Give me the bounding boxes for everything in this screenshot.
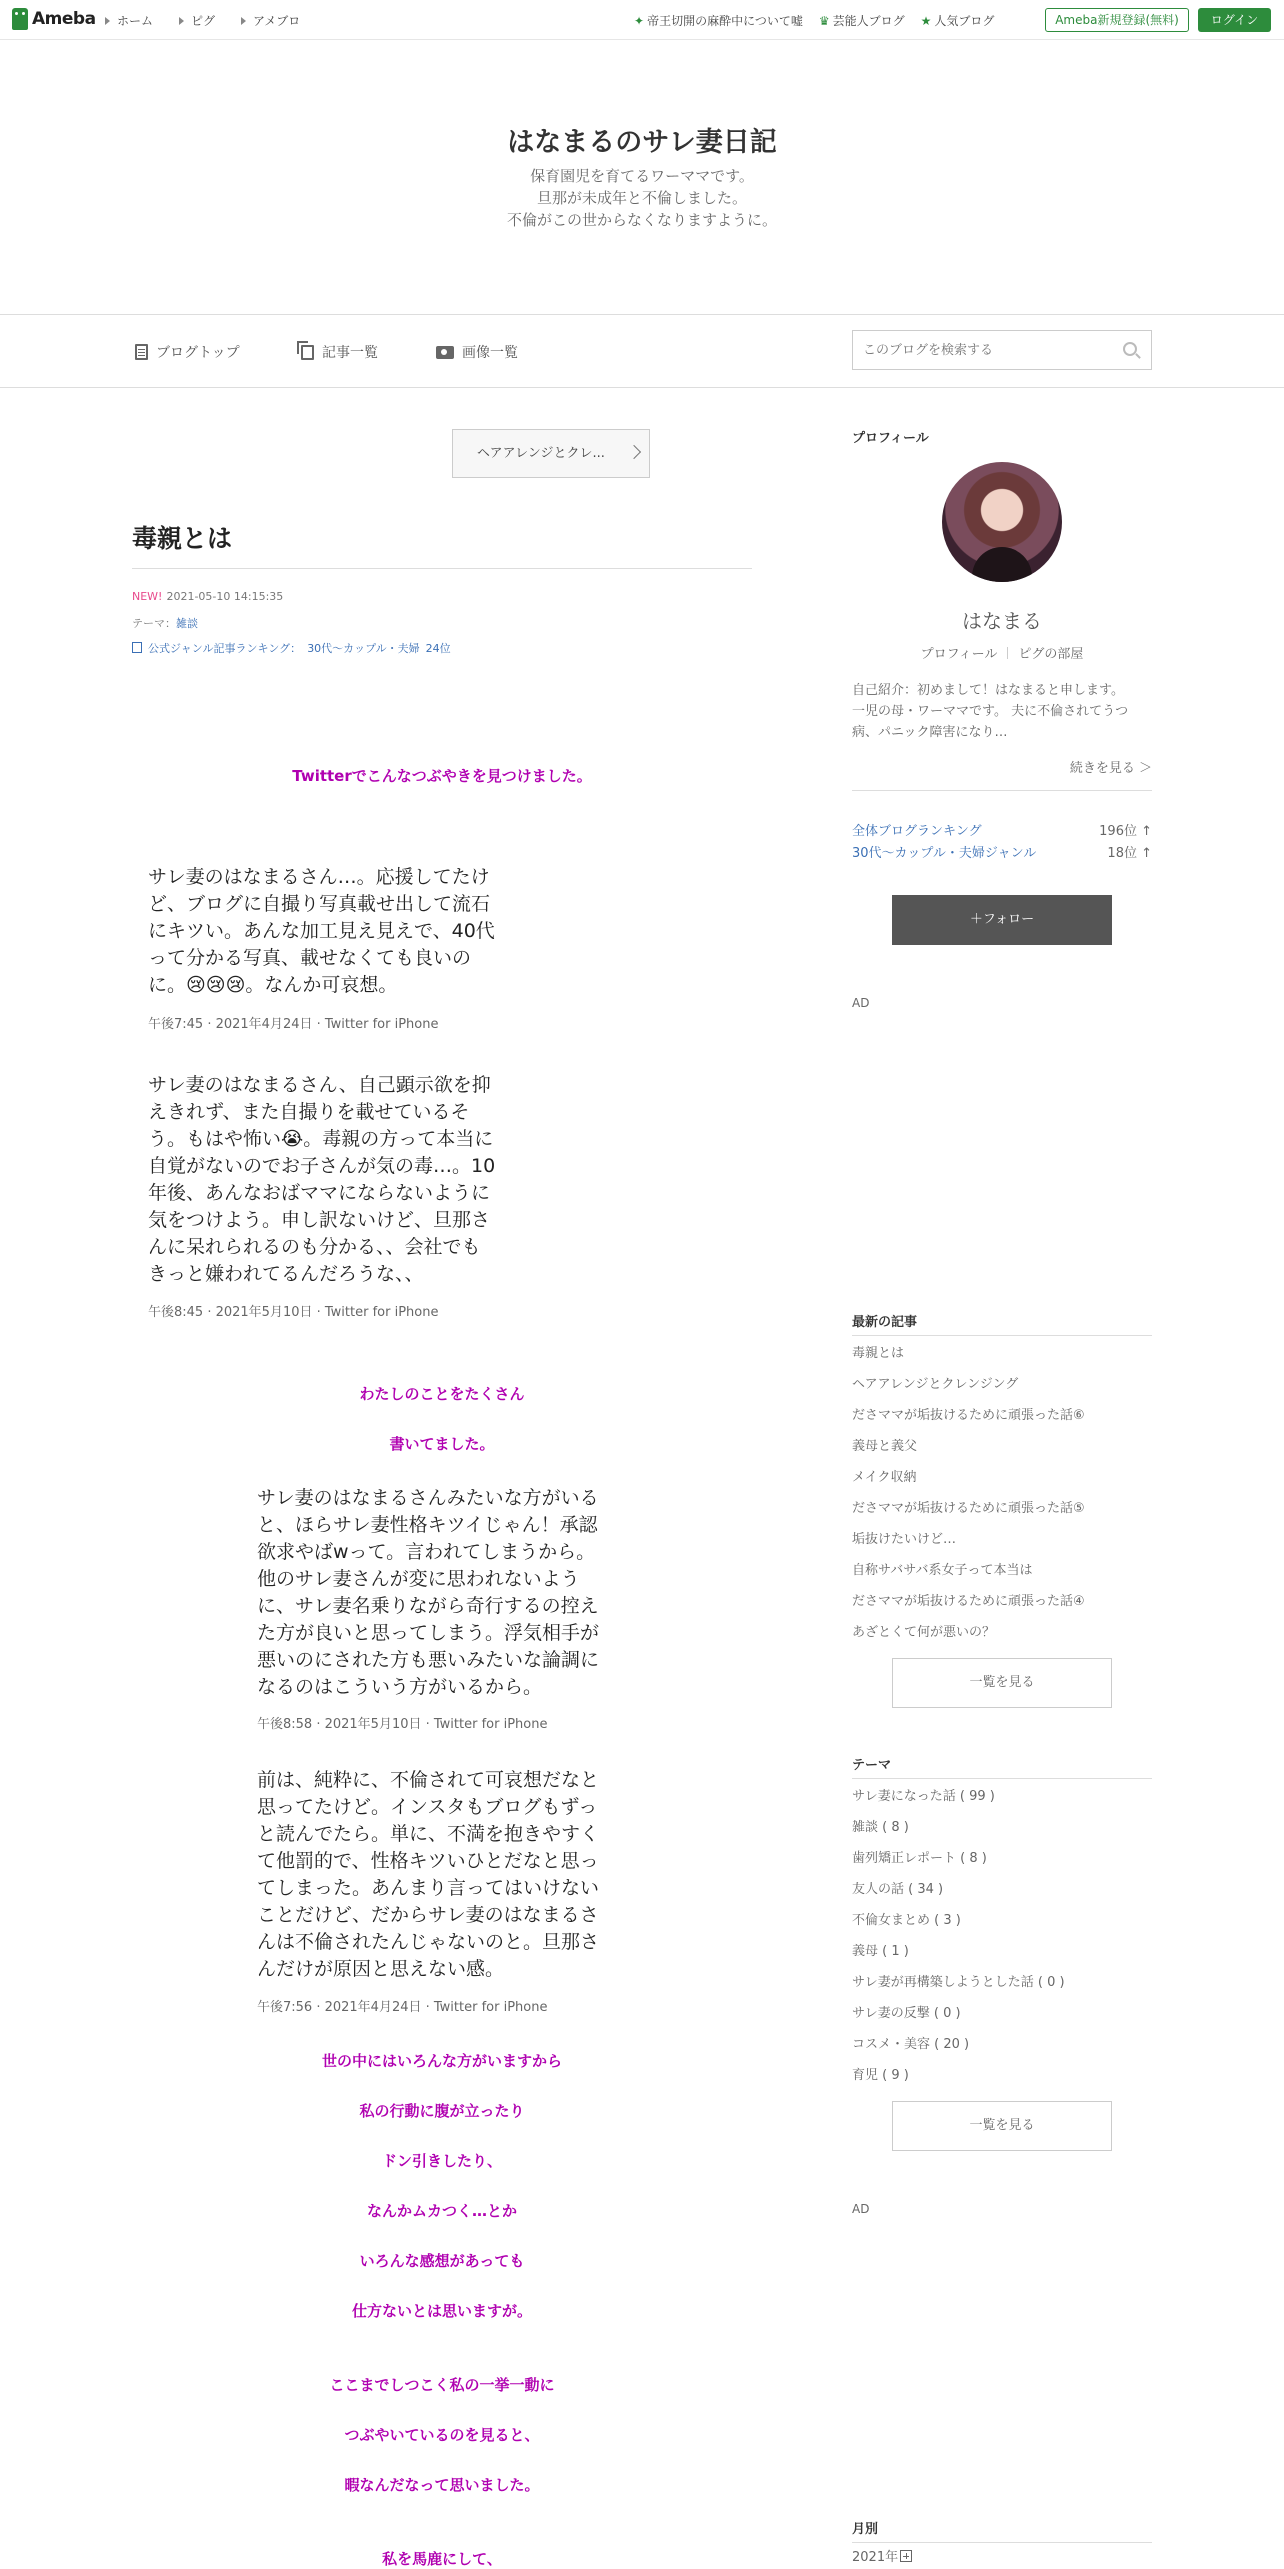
blog-search xyxy=(852,330,1152,370)
latest-list-button[interactable]: 一覧を見る xyxy=(892,1658,1112,1708)
text-line: 私を馬鹿にして、 xyxy=(382,2550,502,2568)
list-item[interactable]: 義母 ( 1 ) xyxy=(852,1944,909,1959)
monthly-archive[interactable]: 2021年 xyxy=(852,2546,1152,2565)
list-item[interactable]: サレ妻になった話 ( 99 ) xyxy=(852,1789,995,1804)
list-item[interactable]: 毒親とは xyxy=(852,1346,905,1361)
profile-links xyxy=(852,643,1152,662)
intro-text: Twitterでこんなつぶやきを見つけました。 xyxy=(292,767,592,785)
tweet-1-meta: 午後7:45 · 2021年4月24日 · Twitter for iPhone xyxy=(148,1017,439,1032)
text-line: なんかムカつく…とか xyxy=(366,2202,517,2220)
list-item[interactable]: サレ妻の反撃 ( 0 ) xyxy=(852,2006,961,2021)
blog-menu xyxy=(0,316,1284,388)
list-item[interactable]: 育児 ( 9 ) xyxy=(852,2068,909,2083)
follow-button[interactable]: ＋フォロー xyxy=(892,895,1112,945)
list-item[interactable]: ださママが垢抜けるために頑張った話④ xyxy=(852,1594,1085,1609)
blog-title[interactable]: はなまるのサレ妻日記 xyxy=(507,127,777,158)
login-button[interactable]: ログイン xyxy=(1198,8,1271,32)
theme-list xyxy=(852,1781,1152,2091)
ad-label: AD xyxy=(852,996,870,1010)
ameba-logo-icon xyxy=(12,8,28,30)
register-button[interactable]: Ameba新規登録(無料) xyxy=(1045,8,1189,32)
text-line: つぶやいているのを見ると、 xyxy=(344,2426,540,2444)
genre-ranking[interactable]: 公式ジャンル記事ランキング： 30代〜カップル・夫婦 24位 xyxy=(132,640,451,656)
sparkle-icon: ✦ xyxy=(634,14,645,28)
entry-title[interactable]: 毒親とは xyxy=(132,524,233,553)
monthly-heading: 月別 xyxy=(852,2522,879,2537)
divider xyxy=(852,1778,1152,1779)
theme-heading: テーマ xyxy=(852,1758,892,1773)
genre-ranking-sidebar[interactable]: 30代〜カップル・夫婦ジャンル 18位 ↑ xyxy=(852,846,1152,861)
ad-label: AD xyxy=(852,2202,870,2216)
nav-home[interactable]: ホーム xyxy=(105,12,153,29)
ameba-logo-text: Ameba xyxy=(32,9,96,29)
read-more-link[interactable]: 続きを見る ＞ xyxy=(1069,761,1152,776)
tweet-2: サレ妻のはなまるさん、自己顕示欲を抑 えきれず、また自撮りを載せているそ う。もはや怖い😭。毒親の方って本当に 自覚がないのでお子さんが気の毒…。10 年後、あんなおばママにならないように 気をつけよう。申し訳ないけど、旦那さ んに呆れられるのも分かる、、会社でも きっと嫌われてるんだろうな、、 xyxy=(148,1074,496,1285)
document-icon xyxy=(135,344,148,360)
camera-icon xyxy=(436,346,454,359)
divider xyxy=(852,2542,1152,2543)
nav-ameblo[interactable]: アメブロ xyxy=(241,12,300,29)
profile-heading: プロフィール xyxy=(852,431,929,446)
list-item[interactable]: サレ妻が再構築しようとした話 ( 0 ) xyxy=(852,1975,1065,1990)
list-item[interactable]: メイク収納 xyxy=(852,1470,917,1485)
prev-entry-button[interactable]: ヘアアレンジとクレ... xyxy=(452,429,650,478)
global-header xyxy=(0,0,1284,40)
blog-description: 保育園児を育てるワーママです。 旦那が未成年と不倫しました。 不倫がこの世からなくなりますように。 xyxy=(506,167,777,229)
triangle-right-icon xyxy=(241,17,246,25)
overall-ranking[interactable]: 全体ブログランキング 196位 ↑ xyxy=(852,824,1152,839)
list-item[interactable]: ださママが垢抜けるために頑張った話⑤ xyxy=(852,1501,1085,1516)
theme-list-button[interactable]: 一覧を見る xyxy=(892,2101,1112,2151)
list-item[interactable]: コスメ・美容 ( 20 ) xyxy=(852,2037,970,2052)
list-item[interactable]: あざとくて何が悪いの？ xyxy=(852,1625,996,1640)
tweet-3: サレ妻のはなまるさんみたいな方がいる と、ほらサレ妻性格キツイじゃん！承認 欲求やばwって。言われてしまうから。 他のサレ妻さんが変に思われないよう に、サレ妻名乗りながら奇行するの控え た方が良いと思ってしまう。浮気相手が 悪いのにされた方も悪いみたいな論調に なるのはこういう方がいるから。 xyxy=(257,1487,600,1698)
text-line: 世の中にはいろんな方がいますから xyxy=(321,2052,562,2070)
global-nav xyxy=(105,12,300,29)
text-line: 仕方ないとは思いますが。 xyxy=(351,2302,532,2320)
celebrity-blog-link[interactable]: ♛ 芸能人ブログ xyxy=(818,14,905,28)
popular-blog-link[interactable]: ★ 人気ブログ xyxy=(920,14,995,28)
separator xyxy=(1007,647,1008,659)
expand-plus-icon[interactable] xyxy=(900,2550,912,2562)
list-item[interactable]: ヘアアレンジとクレンジング xyxy=(852,1377,1019,1392)
tweet-1: サレ妻のはなまるさん…。応援してたけ ど、ブログに自撮り写真載せ出して流石 にキツい。あんな加工見え見えで、40代 って分かる写真、載せなくても良いの に。😢😢😢。なんか可哀想。 xyxy=(148,866,495,996)
crown-icon: ♛ xyxy=(818,14,830,28)
nav-pigg[interactable]: ピグ xyxy=(179,12,215,29)
entry-date: NEW! 2021-05-10 14:15:35 xyxy=(132,590,284,603)
tweet-2-meta: 午後8:45 · 2021年5月10日 · Twitter for iPhone xyxy=(148,1305,439,1320)
image-list-link[interactable]: 画像一覧 xyxy=(436,342,518,362)
tweet-3-meta: 午後8:58 · 2021年5月10日 · Twitter for iPhone xyxy=(257,1717,548,1732)
tweet-4: 前は、純粋に、不倫されて可哀想だなと 思ってたけど。インスタもブログもずっ と読んでたら。単に、不満を抱きやすく て他罰的で、性格キツいひとだなと思っ てしまった。あんまり言ってはいけない ことだけど、だからサレ妻のはなまるさ んは不倫されたんじゃないのと。旦那さ んだけが原因と思えない感。 xyxy=(257,1769,600,1980)
pig-room-link[interactable]: ピグの部屋 xyxy=(1018,647,1084,662)
chevron-right-icon xyxy=(627,445,641,459)
avatar[interactable] xyxy=(942,462,1062,582)
list-item[interactable]: ださママが垢抜けるために頑張った話⑥ xyxy=(852,1408,1085,1423)
theme-link[interactable]: 雑談 xyxy=(176,617,198,630)
title-divider xyxy=(132,568,752,569)
list-item[interactable]: 義母と義父 xyxy=(852,1439,918,1454)
header-links xyxy=(634,12,994,29)
list-item[interactable]: 垢抜けたいけど… xyxy=(852,1532,957,1547)
triangle-right-icon xyxy=(179,17,184,25)
list-item[interactable]: 歯列矯正レポート ( 8 ) xyxy=(852,1851,987,1866)
blog-top-link[interactable]: ブログトップ xyxy=(135,342,240,362)
entry-list-link[interactable]: 記事一覧 xyxy=(301,342,378,362)
latest-entries-list xyxy=(852,1338,1152,1648)
list-item[interactable]: 不倫女まとめ ( 3 ) xyxy=(852,1913,961,1928)
trending-link[interactable]: ✦ 帝王切開の麻酔中について嘘 xyxy=(634,14,803,28)
entry-theme: テーマ：雑談 xyxy=(132,617,198,630)
new-badge: NEW! xyxy=(132,590,163,603)
text-line: わたしのことをたくさん xyxy=(359,1385,525,1403)
text-line: 私の行動に腹が立ったり xyxy=(359,2102,525,2120)
copy-icon xyxy=(301,345,314,360)
text-line: ドン引きしたり、 xyxy=(381,2152,502,2170)
search-input[interactable] xyxy=(853,331,1103,369)
divider xyxy=(852,790,1152,791)
star-icon: ★ xyxy=(920,14,932,28)
list-item[interactable]: 雑談 ( 8 ) xyxy=(852,1820,909,1835)
profile-link[interactable]: プロフィール xyxy=(920,647,998,662)
list-item[interactable]: 友人の話 ( 34 ) xyxy=(852,1882,944,1897)
latest-entries-heading: 最新の記事 xyxy=(852,1315,918,1330)
profile-bio: 自己紹介：初めまして！はなまると申します。 一児の母・ワーママです。 夫に不倫されてうつ 病、パニック障害になり… xyxy=(852,683,1129,740)
text-line: ここまでしつこく私の一挙一動に xyxy=(329,2376,555,2394)
text-line: いろんな感想があっても xyxy=(359,2252,525,2270)
triangle-right-icon xyxy=(105,17,110,25)
ranking-icon xyxy=(132,642,142,653)
ameba-logo[interactable] xyxy=(12,8,96,30)
list-item[interactable]: 自称サバサバ系女子って本当は xyxy=(852,1563,1033,1578)
divider xyxy=(852,1335,1152,1336)
text-line: 書いてました。 xyxy=(389,1435,495,1453)
text-line: 暇なんだなって思いました。 xyxy=(344,2476,540,2494)
tweet-4-meta: 午後7:56 · 2021年4月24日 · Twitter for iPhone xyxy=(257,2000,548,2015)
blog-header xyxy=(0,40,1284,315)
search-icon[interactable] xyxy=(1123,342,1137,356)
profile-name[interactable]: はなまる xyxy=(962,609,1042,633)
